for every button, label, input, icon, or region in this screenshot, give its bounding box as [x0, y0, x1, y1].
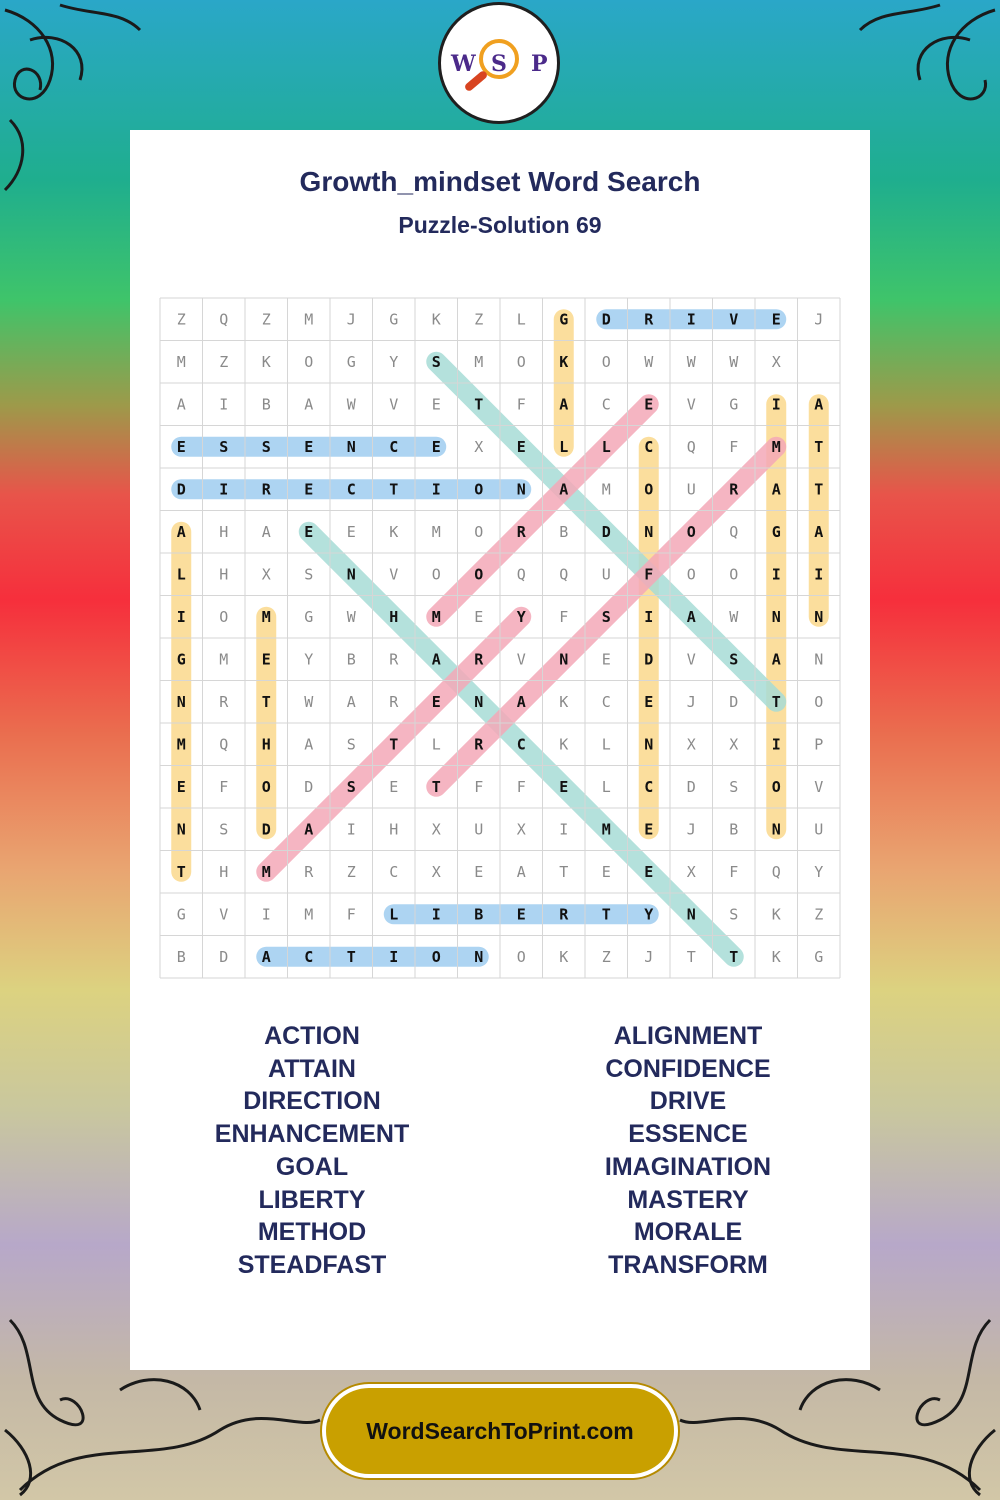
site-logo [438, 2, 560, 124]
grid-cell: K [261, 352, 271, 371]
grid-cell: E [261, 650, 271, 669]
grid-cell: M [601, 820, 611, 839]
word-list-item: ENHANCEMENT [214, 1120, 410, 1149]
logo-letter-p: P [531, 51, 548, 77]
grid-cell: T [814, 480, 824, 499]
grid-cell: Y [304, 650, 314, 669]
grid-cell: A [559, 480, 569, 499]
ornament-top-left [0, 0, 150, 200]
grid-cell: O [304, 352, 314, 371]
grid-cell: V [814, 777, 824, 796]
grid-cell: K [559, 735, 569, 754]
grid-cell: F [516, 395, 526, 414]
grid-cell: K [771, 947, 781, 966]
grid-cell: Z [601, 947, 611, 966]
grid-cell: B [176, 947, 186, 966]
grid-cell: I [771, 735, 781, 754]
grid-cell: N [474, 692, 484, 711]
grid-cell: S [219, 820, 229, 839]
grid-cell: N [346, 437, 356, 456]
grid-cell: K [771, 905, 781, 924]
grid-cell: I [814, 565, 824, 584]
word-list-item: ATTAIN [268, 1054, 356, 1083]
grid-cell: A [261, 947, 271, 966]
grid-cell: O [814, 692, 824, 711]
logo-letter-s: S [491, 51, 507, 77]
grid-cell: C [304, 947, 314, 966]
grid-cell: Z [176, 310, 186, 329]
grid-cell: O [686, 565, 696, 584]
word-list-left [162, 1020, 462, 1282]
grid-cell: D [686, 777, 696, 796]
word-list-item: STEADFAST [237, 1250, 387, 1279]
grid-cell: Y [516, 607, 526, 626]
grid-cell: T [686, 947, 696, 966]
grid-cell: F [346, 905, 356, 924]
grid-cell: R [261, 480, 271, 499]
grid-cell: I [559, 820, 569, 839]
grid-cell: N [814, 607, 824, 626]
grid-cell: E [644, 862, 654, 881]
grid-cell: N [346, 565, 356, 584]
grid-cell: H [219, 522, 229, 541]
grid-cell: D [304, 777, 314, 796]
grid-cell: X [431, 862, 441, 881]
grid-cell: I [219, 480, 229, 499]
word-list-item: TRANSFORM [608, 1250, 768, 1279]
grid-cell: S [346, 777, 356, 796]
grid-cell: A [304, 735, 314, 754]
grid-cell: O [474, 522, 484, 541]
word-list-item: LIBERTY [258, 1185, 366, 1214]
grid-cell: T [474, 395, 484, 414]
grid-cell: E [304, 522, 314, 541]
grid-cell: R [559, 905, 569, 924]
grid-cell: A [176, 522, 186, 541]
grid-cell: I [644, 607, 654, 626]
grid-cell: T [389, 480, 399, 499]
grid-cell: N [516, 480, 526, 499]
grid-cell: J [814, 310, 824, 329]
grid-cell: R [304, 862, 314, 881]
grid-cell: M [431, 522, 441, 541]
grid-cell: L [516, 310, 526, 329]
word-list-item: ACTION [264, 1022, 360, 1050]
grid-cell: R [516, 522, 526, 541]
grid-cell: R [474, 650, 484, 669]
grid-cell: O [474, 480, 484, 499]
grid-cell: G [176, 650, 186, 669]
grid-cell: T [601, 905, 611, 924]
grid-cell: L [431, 735, 441, 754]
grid-cell: M [219, 650, 229, 669]
grid-cell: N [644, 522, 654, 541]
grid-cell: Q [729, 522, 739, 541]
grid-cell: W [346, 395, 356, 414]
grid-cell: B [346, 650, 356, 669]
grid-cell: G [304, 607, 314, 626]
grid-cell: O [219, 607, 229, 626]
grid-cell: E [516, 905, 526, 924]
grid-cell: S [219, 437, 229, 456]
grid-cell: B [559, 522, 569, 541]
grid-cell: N [176, 692, 186, 711]
grid-cell: T [771, 692, 781, 711]
grid-cell: N [686, 905, 696, 924]
grid-cell: C [389, 437, 399, 456]
grid-cell: O [516, 947, 526, 966]
grid-cell: I [771, 565, 781, 584]
grid-cell: N [644, 735, 654, 754]
grid-cell: E [176, 777, 186, 796]
grid-cell: B [729, 820, 739, 839]
grid-cell: A [304, 820, 314, 839]
grid-cell: Z [814, 905, 824, 924]
grid-cell: L [601, 437, 611, 456]
grid-cell: F [559, 607, 569, 626]
grid-cell: V [729, 310, 739, 329]
grid-cell: Q [219, 310, 229, 329]
grid-cell: E [644, 395, 654, 414]
grid-cell: X [516, 820, 526, 839]
grid-cell: G [814, 947, 824, 966]
grid-cell: Y [814, 862, 824, 881]
grid-cell: O [431, 947, 441, 966]
grid-cell: E [559, 777, 569, 796]
grid-cell: D [601, 310, 611, 329]
grid-cell: M [304, 310, 314, 329]
grid-cell: K [389, 522, 399, 541]
grid-cell: A [771, 650, 781, 669]
grid-cell: A [771, 480, 781, 499]
grid-cell: K [559, 947, 569, 966]
grid-cell: K [431, 310, 441, 329]
grid-cell: I [686, 310, 696, 329]
grid-cell: E [644, 692, 654, 711]
page-subtitle: Puzzle-Solution 69 [398, 212, 602, 238]
grid-cell: V [219, 905, 229, 924]
grid-cell: I [261, 905, 271, 924]
grid-cell: A [346, 692, 356, 711]
puzzle-panel [130, 130, 870, 1370]
grid-cell: C [389, 862, 399, 881]
grid-cell: B [261, 395, 271, 414]
grid-cell: A [686, 607, 696, 626]
grid-cell: E [389, 777, 399, 796]
grid-cell: T [261, 692, 271, 711]
grid-cell: F [474, 777, 484, 796]
grid-cell: L [601, 777, 611, 796]
grid-cell: U [814, 820, 824, 839]
grid-cell: T [176, 862, 186, 881]
grid-cell: V [516, 650, 526, 669]
grid-cell: T [389, 735, 399, 754]
grid-cell: P [814, 735, 824, 754]
grid-cell: E [346, 522, 356, 541]
grid-cell: E [601, 862, 611, 881]
grid-cell: Q [771, 862, 781, 881]
word-list-item: CONFIDENCE [605, 1054, 771, 1083]
grid-cell: H [261, 735, 271, 754]
grid-cell: D [601, 522, 611, 541]
grid-cell: O [729, 565, 739, 584]
word-list-item: MASTERY [627, 1185, 749, 1214]
grid-cell: S [431, 352, 441, 371]
grid-cell: M [431, 607, 441, 626]
grid-cell: K [559, 352, 569, 371]
grid-cell: L [601, 735, 611, 754]
grid-cell: I [346, 820, 356, 839]
word-list-item: GOAL [275, 1152, 349, 1181]
grid-cell: E [516, 437, 526, 456]
grid-cell: C [601, 692, 611, 711]
grid-cell: N [559, 650, 569, 669]
grid-cell: T [431, 777, 441, 796]
grid-cell: M [601, 480, 611, 499]
grid-cell: B [474, 905, 484, 924]
grid-cell: W [346, 607, 356, 626]
grid-cell: D [644, 650, 654, 669]
grid-cell: A [814, 395, 824, 414]
grid-cell: O [686, 522, 696, 541]
grid-cell: Z [261, 310, 271, 329]
grid-cell: E [601, 650, 611, 669]
logo-letter-w: W [451, 51, 476, 77]
grid-cell: E [304, 480, 314, 499]
grid-cell: X [686, 735, 696, 754]
grid-cell: D [219, 947, 229, 966]
grid-cell: A [261, 522, 271, 541]
grid-cell: F [516, 777, 526, 796]
grid-cell: Z [474, 310, 484, 329]
grid-cell: A [176, 395, 186, 414]
grid-cell: J [346, 310, 356, 329]
grid-cell: C [346, 480, 356, 499]
grid-cell: O [601, 352, 611, 371]
grid-cell: F [644, 565, 654, 584]
grid-cell: R [729, 480, 739, 499]
grid-cell: N [814, 650, 824, 669]
grid-cell: W [644, 352, 654, 371]
grid-cell: Q [219, 735, 229, 754]
grid-cell: W [686, 352, 696, 371]
grid-cell: R [389, 692, 399, 711]
grid-cell: O [261, 777, 271, 796]
grid-cell: M [176, 352, 186, 371]
grid-cell: J [686, 692, 696, 711]
word-list-item: DRIVE [649, 1087, 727, 1116]
word-list-item: METHOD [257, 1218, 367, 1247]
grid-cell: M [771, 437, 781, 456]
grid-cell: Q [516, 565, 526, 584]
grid-cell: G [176, 905, 186, 924]
grid-cell: O [516, 352, 526, 371]
grid-cell: E [304, 437, 314, 456]
grid-cell: S [729, 777, 739, 796]
word-list-right [538, 1020, 838, 1282]
grid-cell: G [729, 395, 739, 414]
word-list-item: ESSENCE [628, 1120, 748, 1149]
grid-cell: I [431, 480, 441, 499]
word-list-item: ALIGNMENT [613, 1022, 763, 1050]
grid-cell: G [389, 310, 399, 329]
grid-cell: K [559, 692, 569, 711]
grid-cell: O [771, 777, 781, 796]
grid-cell: X [729, 735, 739, 754]
grid-cell: V [686, 650, 696, 669]
grid-cell: E [474, 862, 484, 881]
grid-cell: E [431, 437, 441, 456]
grid-cell: J [644, 947, 654, 966]
footer-site-badge[interactable] [322, 1384, 678, 1478]
grid-cell: T [346, 947, 356, 966]
grid-cell: E [771, 310, 781, 329]
grid-cell: S [729, 905, 739, 924]
grid-cell: E [431, 692, 441, 711]
grid-cell: C [644, 437, 654, 456]
grid-cell: R [389, 650, 399, 669]
grid-cell: N [771, 820, 781, 839]
grid-cell: M [176, 735, 186, 754]
grid-cell: D [261, 820, 271, 839]
grid-cell: N [474, 947, 484, 966]
grid-cell: F [219, 777, 229, 796]
grid-cell: N [176, 820, 186, 839]
grid-cell: G [771, 522, 781, 541]
grid-cell: V [389, 565, 399, 584]
grid-cell: S [729, 650, 739, 669]
grid-cell: L [389, 905, 399, 924]
grid-cell: M [474, 352, 484, 371]
ornament-top-right [800, 0, 1000, 150]
word-list-item: IMAGINATION [604, 1152, 772, 1181]
grid-cell: S [346, 735, 356, 754]
grid-cell: N [771, 607, 781, 626]
grid-cell: U [601, 565, 611, 584]
grid-cell: A [814, 522, 824, 541]
grid-cell: Z [219, 352, 229, 371]
grid-cell: T [729, 947, 739, 966]
grid-cell: C [644, 777, 654, 796]
footer-site-name: WordSearchToPrint.com [366, 1417, 634, 1444]
grid-cell: C [516, 735, 526, 754]
grid-cell: O [644, 480, 654, 499]
grid-cell: O [431, 565, 441, 584]
grid-cell: A [516, 862, 526, 881]
grid-cell: Y [644, 905, 654, 924]
word-list-item: DIRECTION [243, 1087, 381, 1116]
grid-cell: X [261, 565, 271, 584]
grid-cell: M [261, 862, 271, 881]
grid-cell: G [559, 310, 569, 329]
word-list-item: MORALE [633, 1218, 743, 1247]
grid-cell: D [176, 480, 186, 499]
grid-cell: S [261, 437, 271, 456]
grid-cell: Q [686, 437, 696, 456]
grid-cell: Q [559, 565, 569, 584]
grid-cell: W [304, 692, 314, 711]
grid-cell: E [474, 607, 484, 626]
grid-cell: S [601, 607, 611, 626]
grid-cell: Y [389, 352, 399, 371]
grid-cell: T [814, 437, 824, 456]
grid-cell: O [474, 565, 484, 584]
grid-cell: F [729, 437, 739, 456]
grid-cell: R [219, 692, 229, 711]
grid-cell: T [559, 862, 569, 881]
grid-cell: I [219, 395, 229, 414]
grid-cell: X [474, 437, 484, 456]
grid-cell: V [389, 395, 399, 414]
grid-cell: U [474, 820, 484, 839]
grid-cell: H [389, 820, 399, 839]
grid-cell: A [304, 395, 314, 414]
grid-cell: X [686, 862, 696, 881]
grid-cell: F [729, 862, 739, 881]
grid-cell: X [771, 352, 781, 371]
grid-cell: E [176, 437, 186, 456]
grid-cell: W [729, 607, 739, 626]
grid-cell: H [389, 607, 399, 626]
grid-cell: S [304, 565, 314, 584]
grid-cell: J [686, 820, 696, 839]
grid-cell: I [771, 395, 781, 414]
grid-cell: A [431, 650, 441, 669]
grid-cell: Z [346, 862, 356, 881]
grid-cell: X [431, 820, 441, 839]
grid-cell: M [304, 905, 314, 924]
grid-cell: W [729, 352, 739, 371]
grid-cell: G [346, 352, 356, 371]
word-search-grid [130, 130, 870, 990]
grid-cell: R [474, 735, 484, 754]
grid-cell: L [176, 565, 186, 584]
grid-cell: C [601, 395, 611, 414]
grid-cell: I [176, 607, 186, 626]
grid-cell: H [219, 862, 229, 881]
grid-cell: U [686, 480, 696, 499]
grid-cell: I [389, 947, 399, 966]
page-title: Growth_mindset Word Search [299, 166, 701, 197]
grid-cell: L [559, 437, 569, 456]
grid-cell: M [261, 607, 271, 626]
grid-cell: A [559, 395, 569, 414]
grid-cell: E [431, 395, 441, 414]
grid-cell: H [219, 565, 229, 584]
grid-cell: E [644, 820, 654, 839]
grid-cell: R [644, 310, 654, 329]
grid-cell: V [686, 395, 696, 414]
grid-cell: A [516, 692, 526, 711]
grid-cell: D [729, 692, 739, 711]
grid-cell: I [431, 905, 441, 924]
